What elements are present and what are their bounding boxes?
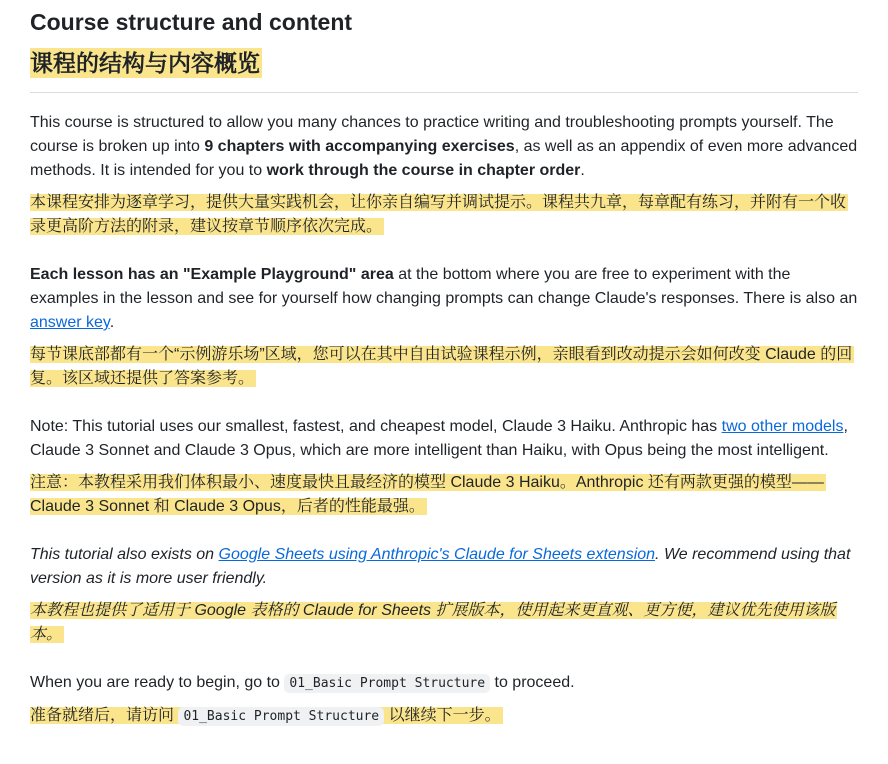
note-translation-text: 注意：本教程采用我们体积最小、速度最快且最经济的模型 Claude 3 Haiku。Anthropic 还有两款更强的模型——Claude 3 Sonnet 和 Claude 3 Opus，后者的性能最强。 <box>30 474 824 515</box>
intro-translation-text: 本课程安排为逐章学习，提供大量实践机会，让你亲自编写并调试提示。课程共九章，每章配有练习，并附有一个收录更高阶方法的附录，建议按章节顺序依次完成。 <box>30 194 847 235</box>
playground-bold: Each lesson has an "Example Playground" area <box>30 266 394 283</box>
lesson-code-ref-zh: 01_Basic Prompt Structure <box>178 707 384 726</box>
google-sheets-link[interactable]: Google Sheets using Anthropic's Claude for Sheets extension <box>218 546 656 563</box>
begin-translation <box>30 704 858 729</box>
begin-text-2: to proceed. <box>490 674 575 691</box>
begin-zh-text-2: 以继续下一步。 <box>384 707 501 724</box>
note-text-1: Note: This tutorial uses our smallest, fastest, and cheapest model, Claude 3 Haiku. Anthropic has <box>30 418 722 435</box>
intro-bold-2: work through the course in chapter order <box>266 162 581 179</box>
begin-text-1: When you are ready to begin, go to <box>30 674 285 691</box>
heading-divider <box>30 92 858 93</box>
intro-text-3: . <box>580 162 585 179</box>
two-other-models-link[interactable]: two other models <box>721 418 844 435</box>
note-paragraph <box>30 415 858 463</box>
begin-zh-text-1: 准备就绪后，请访问 <box>30 707 179 724</box>
playground-translation-text: 每节课底部都有一个“示例游乐场”区域，您可以在其中自由试验课程示例，亲眼看到改动提示会如何改变 Claude 的回复。该区域还提供了答案参考。 <box>30 346 853 387</box>
note-translation <box>30 471 858 519</box>
section-heading-en: Course structure and content <box>30 9 353 35</box>
answer-key-link[interactable]: answer key <box>30 314 110 331</box>
begin-paragraph <box>30 671 858 696</box>
sheets-text-2: . We recommend using that version as it is more user friendly. <box>30 546 851 587</box>
sheets-translation <box>30 599 858 647</box>
note-text-2: , Claude 3 Sonnet and Claude 3 Opus, which are more intelligent than Haiku, with Opus being the most intelligent. <box>30 418 848 459</box>
playground-text-2: . <box>109 314 115 331</box>
intro-text-1: This course is structured to allow you many chances to practice writing and troubleshooting prompts yourself. The course is broken up into <box>30 114 834 155</box>
section-heading-zh: 课程的结构与内容概览 <box>30 50 260 76</box>
sheets-text-1: This tutorial also exists on <box>30 546 219 563</box>
intro-text-2: , as well as an appendix of even more advanced methods. It is intended for you to <box>30 138 858 179</box>
playground-text-1: at the bottom where you are free to experiment with the examples in the lesson and see for yourself how changing prompts can change Claude's responses. There is also an <box>30 266 858 307</box>
playground-paragraph <box>30 263 858 335</box>
lesson-code-ref: 01_Basic Prompt Structure <box>284 674 490 693</box>
sheets-paragraph <box>30 543 858 591</box>
intro-paragraph <box>30 111 858 183</box>
intro-translation <box>30 191 858 239</box>
playground-translation <box>30 343 858 391</box>
intro-bold-1: 9 chapters with accompanying exercises <box>204 138 515 155</box>
sheets-translation-text: 本教程也提供了适用于 Google 表格的 Claude for Sheets 扩展版本，使用起来更直观、更方便，建议优先使用该版本。 <box>30 602 836 643</box>
begin-translation-highlight <box>30 707 503 724</box>
section-heading-zh-wrap <box>30 36 858 78</box>
